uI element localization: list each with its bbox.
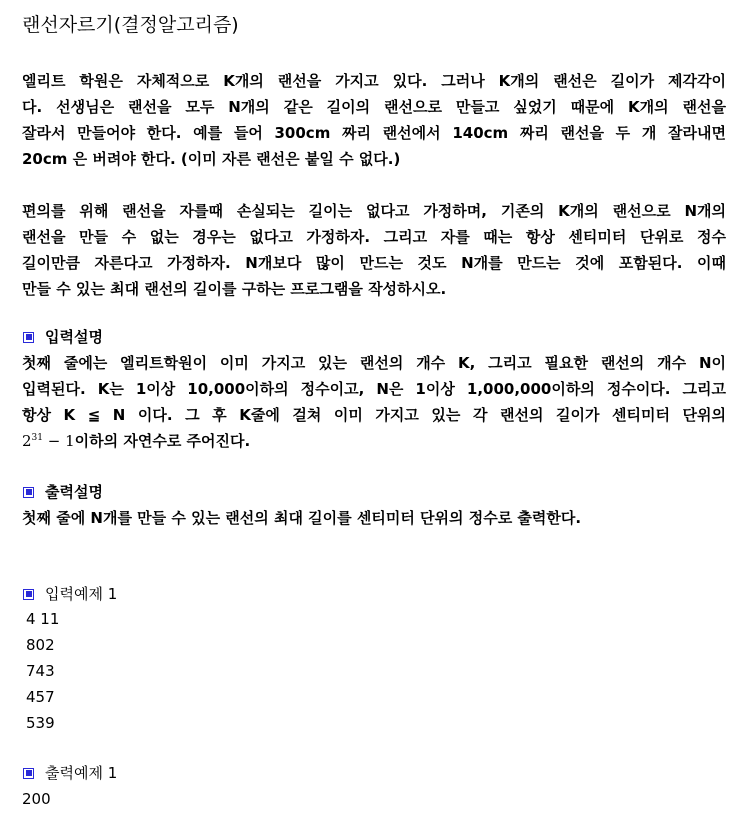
input-section-header (22, 326, 103, 348)
output-description (22, 505, 726, 531)
description-line: 엘리트 학원은 자체적으로 K개의 랜선을 가지고 있다. 그러나 K개의 랜선은 길이가 제각각이 (22, 72, 726, 90)
max-length-formula: $2^{31} - 1$ (22, 432, 75, 450)
sample-input-line: 802 (26, 636, 55, 654)
input-description (22, 350, 726, 454)
sample-input-line: 743 (26, 662, 55, 680)
sample-input-header (22, 583, 117, 605)
output-section-header (22, 481, 103, 503)
sample-input-line: 457 (26, 688, 55, 706)
problem-assumptions (22, 198, 726, 302)
square-bullet-icon (23, 589, 34, 600)
sample-output-title: 출력예제 1 (45, 764, 118, 782)
input-line: 첫째 줄에는 엘리트학원이 이미 가지고 있는 랜선의 개수 K, 그리고 필요한 랜선의 개수 N이 (22, 354, 726, 372)
sample-input-line: 539 (26, 714, 55, 732)
input-line-tail: 이하의 자연수로 주어진다. (74, 432, 251, 450)
square-bullet-icon (23, 768, 34, 779)
description-line: 다. 선생님은 랜선을 모두 N개의 같은 길이의 랜선으로 만들고 싶었기 때문에 K개의 랜선을 (22, 98, 726, 116)
problem-description (22, 68, 726, 172)
square-bullet-icon (23, 487, 34, 498)
square-bullet-icon (23, 332, 34, 343)
description-line: 20cm 은 버려야 한다. (이미 자른 랜선은 붙일 수 없다.) (22, 150, 401, 168)
assumption-line: 랜선을 만들 수 없는 경우는 없다고 가정하자. 그리고 자를 때는 항상 센티미터 단위로 정수 (22, 228, 726, 246)
sample-input-line: 4 11 (26, 610, 60, 628)
description-line: 잘라서 만들어야 한다. 예를 들어 300cm 짜리 랜선에서 140cm 짜리 랜선을 두 개 잘라내면 (22, 124, 726, 142)
sample-input-title: 입력예제 1 (45, 585, 118, 603)
sample-output-value: 200 (22, 790, 51, 808)
assumption-line: 길이만큼 자른다고 가정하자. N개보다 많이 만드는 것도 N개를 만드는 것에 포함된다. 이때 (22, 254, 726, 272)
output-line: 첫째 줄에 N개를 만들 수 있는 랜선의 최대 길이를 센티미터 단위의 정수로 출력한다. (22, 509, 582, 527)
output-section-title: 출력설명 (45, 483, 103, 501)
sample-output-header (22, 762, 117, 784)
page-title: 랜선자르기(결정알고리즘) (22, 14, 239, 36)
input-line: 항상 K ≦ N 이다. 그 후 K줄에 걸쳐 이미 가지고 있는 각 랜선의 길이가 센티미터 단위의 (22, 406, 726, 424)
input-line: 입력된다. K는 1이상 10,000이하의 정수이고, N은 1이상 1,000,000이하의 정수이다. 그리고 (22, 380, 726, 398)
sample-input-block (26, 606, 59, 736)
input-section-title: 입력설명 (45, 328, 103, 346)
input-line-math (22, 428, 726, 454)
assumption-line: 편의를 위해 랜선을 자를때 손실되는 길이는 없다고 가정하며, 기존의 K개의 랜선으로 N개의 (22, 202, 726, 220)
assumption-line: 만들 수 있는 최대 랜선의 길이를 구하는 프로그램을 작성하시오. (22, 280, 447, 298)
